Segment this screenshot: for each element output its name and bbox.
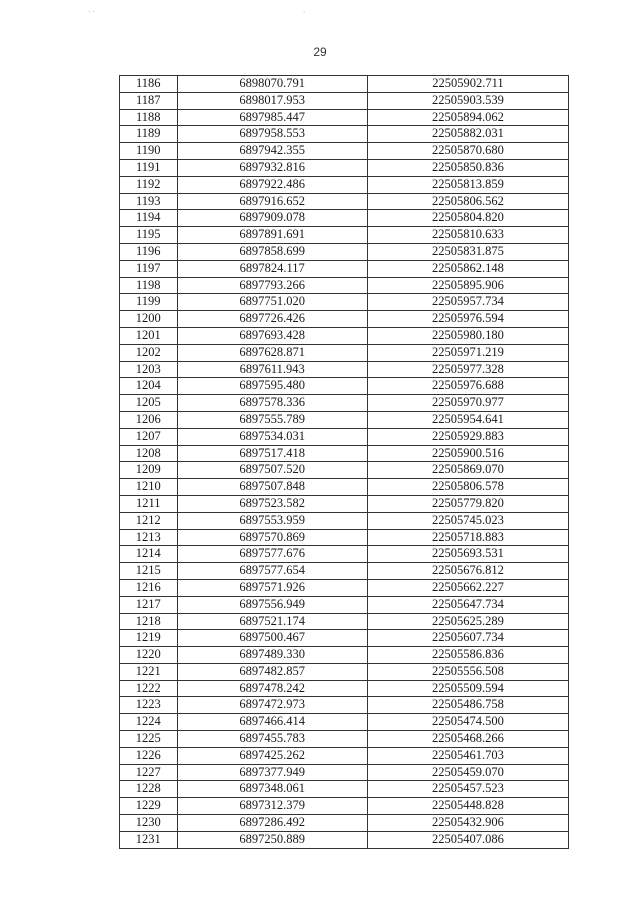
point-number-cell: 1204 bbox=[120, 378, 178, 395]
y-coordinate-cell: 22505810.633 bbox=[367, 227, 568, 244]
y-coordinate-cell: 22505407.086 bbox=[367, 831, 568, 848]
point-number-cell: 1219 bbox=[120, 630, 178, 647]
table-row bbox=[120, 126, 569, 143]
table-row bbox=[120, 747, 569, 764]
x-coordinate-cell: 6897500.467 bbox=[177, 630, 367, 647]
y-coordinate-cell: 22505804.820 bbox=[367, 210, 568, 227]
point-number-cell: 1193 bbox=[120, 193, 178, 210]
coordinates-table-body bbox=[120, 76, 569, 849]
point-number-cell: 1201 bbox=[120, 327, 178, 344]
table-row bbox=[120, 815, 569, 832]
point-number-cell: 1209 bbox=[120, 462, 178, 479]
point-number-cell: 1200 bbox=[120, 311, 178, 328]
y-coordinate-cell: 22505779.820 bbox=[367, 495, 568, 512]
table-row bbox=[120, 311, 569, 328]
table-row bbox=[120, 277, 569, 294]
x-coordinate-cell: 6898070.791 bbox=[177, 76, 367, 93]
y-coordinate-cell: 22505607.734 bbox=[367, 630, 568, 647]
y-coordinate-cell: 22505980.180 bbox=[367, 327, 568, 344]
table-row bbox=[120, 613, 569, 630]
y-coordinate-cell: 22505718.883 bbox=[367, 529, 568, 546]
x-coordinate-cell: 6897578.336 bbox=[177, 395, 367, 412]
point-number-cell: 1203 bbox=[120, 361, 178, 378]
table-row bbox=[120, 378, 569, 395]
x-coordinate-cell: 6897922.486 bbox=[177, 176, 367, 193]
point-number-cell: 1192 bbox=[120, 176, 178, 193]
table-row bbox=[120, 210, 569, 227]
y-coordinate-cell: 22505895.906 bbox=[367, 277, 568, 294]
table-row bbox=[120, 529, 569, 546]
table-row bbox=[120, 411, 569, 428]
table-row bbox=[120, 781, 569, 798]
y-coordinate-cell: 22505662.227 bbox=[367, 579, 568, 596]
page-number: 29 bbox=[313, 45, 327, 59]
point-number-cell: 1195 bbox=[120, 227, 178, 244]
point-number-cell: 1222 bbox=[120, 680, 178, 697]
point-number-cell: 1210 bbox=[120, 479, 178, 496]
point-number-cell: 1225 bbox=[120, 731, 178, 748]
point-number-cell: 1202 bbox=[120, 344, 178, 361]
y-coordinate-cell: 22505870.680 bbox=[367, 143, 568, 160]
x-coordinate-cell: 6897466.414 bbox=[177, 714, 367, 731]
x-coordinate-cell: 6897985.447 bbox=[177, 109, 367, 126]
x-coordinate-cell: 6897348.061 bbox=[177, 781, 367, 798]
point-number-cell: 1196 bbox=[120, 243, 178, 260]
table-row bbox=[120, 294, 569, 311]
x-coordinate-cell: 6897824.117 bbox=[177, 260, 367, 277]
x-coordinate-cell: 6897916.652 bbox=[177, 193, 367, 210]
table-row bbox=[120, 428, 569, 445]
x-coordinate-cell: 6897517.418 bbox=[177, 445, 367, 462]
point-number-cell: 1216 bbox=[120, 579, 178, 596]
point-number-cell: 1208 bbox=[120, 445, 178, 462]
y-coordinate-cell: 22505902.711 bbox=[367, 76, 568, 93]
point-number-cell: 1223 bbox=[120, 697, 178, 714]
y-coordinate-cell: 22505647.734 bbox=[367, 596, 568, 613]
x-coordinate-cell: 6897553.959 bbox=[177, 512, 367, 529]
point-number-cell: 1220 bbox=[120, 647, 178, 664]
y-coordinate-cell: 22505903.539 bbox=[367, 92, 568, 109]
table-row bbox=[120, 462, 569, 479]
x-coordinate-cell: 6897726.426 bbox=[177, 311, 367, 328]
y-coordinate-cell: 22505745.023 bbox=[367, 512, 568, 529]
y-coordinate-cell: 22505831.875 bbox=[367, 243, 568, 260]
point-number-cell: 1199 bbox=[120, 294, 178, 311]
table-row bbox=[120, 798, 569, 815]
point-number-cell: 1188 bbox=[120, 109, 178, 126]
table-row bbox=[120, 647, 569, 664]
point-number-cell: 1197 bbox=[120, 260, 178, 277]
x-coordinate-cell: 6897312.379 bbox=[177, 798, 367, 815]
point-number-cell: 1218 bbox=[120, 613, 178, 630]
point-number-cell: 1186 bbox=[120, 76, 178, 93]
point-number-cell: 1191 bbox=[120, 159, 178, 176]
point-number-cell: 1187 bbox=[120, 92, 178, 109]
x-coordinate-cell: 6897472.973 bbox=[177, 697, 367, 714]
table-row bbox=[120, 630, 569, 647]
y-coordinate-cell: 22505862.148 bbox=[367, 260, 568, 277]
x-coordinate-cell: 6897942.355 bbox=[177, 143, 367, 160]
x-coordinate-cell: 6897577.676 bbox=[177, 546, 367, 563]
x-coordinate-cell: 6897891.691 bbox=[177, 227, 367, 244]
x-coordinate-cell: 6897932.816 bbox=[177, 159, 367, 176]
y-coordinate-cell: 22505509.594 bbox=[367, 680, 568, 697]
point-number-cell: 1226 bbox=[120, 747, 178, 764]
x-coordinate-cell: 6897455.783 bbox=[177, 731, 367, 748]
y-coordinate-cell: 22505894.062 bbox=[367, 109, 568, 126]
table-row bbox=[120, 831, 569, 848]
x-coordinate-cell: 6897250.889 bbox=[177, 831, 367, 848]
point-number-cell: 1215 bbox=[120, 563, 178, 580]
table-row bbox=[120, 697, 569, 714]
x-coordinate-cell: 6897523.582 bbox=[177, 495, 367, 512]
point-number-cell: 1206 bbox=[120, 411, 178, 428]
table-row bbox=[120, 714, 569, 731]
x-coordinate-cell: 6897909.078 bbox=[177, 210, 367, 227]
y-coordinate-cell: 22505806.562 bbox=[367, 193, 568, 210]
y-coordinate-cell: 22505929.883 bbox=[367, 428, 568, 445]
x-coordinate-cell: 6897577.654 bbox=[177, 563, 367, 580]
x-coordinate-cell: 6898017.953 bbox=[177, 92, 367, 109]
table-row bbox=[120, 109, 569, 126]
table-row bbox=[120, 512, 569, 529]
x-coordinate-cell: 6897751.020 bbox=[177, 294, 367, 311]
x-coordinate-cell: 6897489.330 bbox=[177, 647, 367, 664]
table-row bbox=[120, 495, 569, 512]
y-coordinate-cell: 22505971.219 bbox=[367, 344, 568, 361]
point-number-cell: 1212 bbox=[120, 512, 178, 529]
x-coordinate-cell: 6897534.031 bbox=[177, 428, 367, 445]
table-row bbox=[120, 76, 569, 93]
y-coordinate-cell: 22505468.266 bbox=[367, 731, 568, 748]
point-number-cell: 1189 bbox=[120, 126, 178, 143]
table-row bbox=[120, 159, 569, 176]
coordinates-table bbox=[119, 75, 569, 849]
y-coordinate-cell: 22505693.531 bbox=[367, 546, 568, 563]
point-number-cell: 1198 bbox=[120, 277, 178, 294]
table-row bbox=[120, 395, 569, 412]
table-row bbox=[120, 479, 569, 496]
x-coordinate-cell: 6897478.242 bbox=[177, 680, 367, 697]
y-coordinate-cell: 22505806.578 bbox=[367, 479, 568, 496]
point-number-cell: 1229 bbox=[120, 798, 178, 815]
y-coordinate-cell: 22505970.977 bbox=[367, 395, 568, 412]
y-coordinate-cell: 22505586.836 bbox=[367, 647, 568, 664]
point-number-cell: 1214 bbox=[120, 546, 178, 563]
scan-artifact: · bbox=[303, 8, 306, 16]
x-coordinate-cell: 6897556.949 bbox=[177, 596, 367, 613]
x-coordinate-cell: 6897570.869 bbox=[177, 529, 367, 546]
x-coordinate-cell: 6897425.262 bbox=[177, 747, 367, 764]
table-row bbox=[120, 579, 569, 596]
y-coordinate-cell: 22505676.812 bbox=[367, 563, 568, 580]
point-number-cell: 1194 bbox=[120, 210, 178, 227]
x-coordinate-cell: 6897958.553 bbox=[177, 126, 367, 143]
point-number-cell: 1213 bbox=[120, 529, 178, 546]
table-row bbox=[120, 193, 569, 210]
point-number-cell: 1224 bbox=[120, 714, 178, 731]
table-row bbox=[120, 731, 569, 748]
x-coordinate-cell: 6897628.871 bbox=[177, 344, 367, 361]
table-row bbox=[120, 327, 569, 344]
table-row bbox=[120, 596, 569, 613]
y-coordinate-cell: 22505556.508 bbox=[367, 663, 568, 680]
x-coordinate-cell: 6897286.492 bbox=[177, 815, 367, 832]
point-number-cell: 1217 bbox=[120, 596, 178, 613]
y-coordinate-cell: 22505976.688 bbox=[367, 378, 568, 395]
y-coordinate-cell: 22505448.828 bbox=[367, 798, 568, 815]
y-coordinate-cell: 22505461.703 bbox=[367, 747, 568, 764]
table-row bbox=[120, 563, 569, 580]
point-number-cell: 1190 bbox=[120, 143, 178, 160]
x-coordinate-cell: 6897793.266 bbox=[177, 277, 367, 294]
x-coordinate-cell: 6897595.480 bbox=[177, 378, 367, 395]
y-coordinate-cell: 22505900.516 bbox=[367, 445, 568, 462]
table-row bbox=[120, 680, 569, 697]
y-coordinate-cell: 22505432.906 bbox=[367, 815, 568, 832]
point-number-cell: 1211 bbox=[120, 495, 178, 512]
table-row bbox=[120, 176, 569, 193]
x-coordinate-cell: 6897507.520 bbox=[177, 462, 367, 479]
y-coordinate-cell: 22505459.070 bbox=[367, 764, 568, 781]
y-coordinate-cell: 22505882.031 bbox=[367, 126, 568, 143]
point-number-cell: 1205 bbox=[120, 395, 178, 412]
table-row bbox=[120, 143, 569, 160]
point-number-cell: 1231 bbox=[120, 831, 178, 848]
table-row bbox=[120, 361, 569, 378]
table-row bbox=[120, 92, 569, 109]
y-coordinate-cell: 22505457.523 bbox=[367, 781, 568, 798]
y-coordinate-cell: 22505474.500 bbox=[367, 714, 568, 731]
x-coordinate-cell: 6897377.949 bbox=[177, 764, 367, 781]
y-coordinate-cell: 22505625.289 bbox=[367, 613, 568, 630]
scan-artifact: · · bbox=[88, 8, 95, 16]
x-coordinate-cell: 6897571.926 bbox=[177, 579, 367, 596]
table-row bbox=[120, 764, 569, 781]
x-coordinate-cell: 6897521.174 bbox=[177, 613, 367, 630]
table-row bbox=[120, 243, 569, 260]
y-coordinate-cell: 22505813.859 bbox=[367, 176, 568, 193]
x-coordinate-cell: 6897611.943 bbox=[177, 361, 367, 378]
point-number-cell: 1207 bbox=[120, 428, 178, 445]
y-coordinate-cell: 22505977.328 bbox=[367, 361, 568, 378]
x-coordinate-cell: 6897507.848 bbox=[177, 479, 367, 496]
y-coordinate-cell: 22505869.070 bbox=[367, 462, 568, 479]
x-coordinate-cell: 6897555.789 bbox=[177, 411, 367, 428]
x-coordinate-cell: 6897482.857 bbox=[177, 663, 367, 680]
y-coordinate-cell: 22505954.641 bbox=[367, 411, 568, 428]
table-row bbox=[120, 227, 569, 244]
point-number-cell: 1228 bbox=[120, 781, 178, 798]
x-coordinate-cell: 6897693.428 bbox=[177, 327, 367, 344]
table-row bbox=[120, 663, 569, 680]
y-coordinate-cell: 22505957.734 bbox=[367, 294, 568, 311]
table-row bbox=[120, 445, 569, 462]
y-coordinate-cell: 22505850.836 bbox=[367, 159, 568, 176]
table-row bbox=[120, 260, 569, 277]
table-row bbox=[120, 344, 569, 361]
y-coordinate-cell: 22505976.594 bbox=[367, 311, 568, 328]
point-number-cell: 1227 bbox=[120, 764, 178, 781]
point-number-cell: 1230 bbox=[120, 815, 178, 832]
y-coordinate-cell: 22505486.758 bbox=[367, 697, 568, 714]
table-row bbox=[120, 546, 569, 563]
x-coordinate-cell: 6897858.699 bbox=[177, 243, 367, 260]
point-number-cell: 1221 bbox=[120, 663, 178, 680]
